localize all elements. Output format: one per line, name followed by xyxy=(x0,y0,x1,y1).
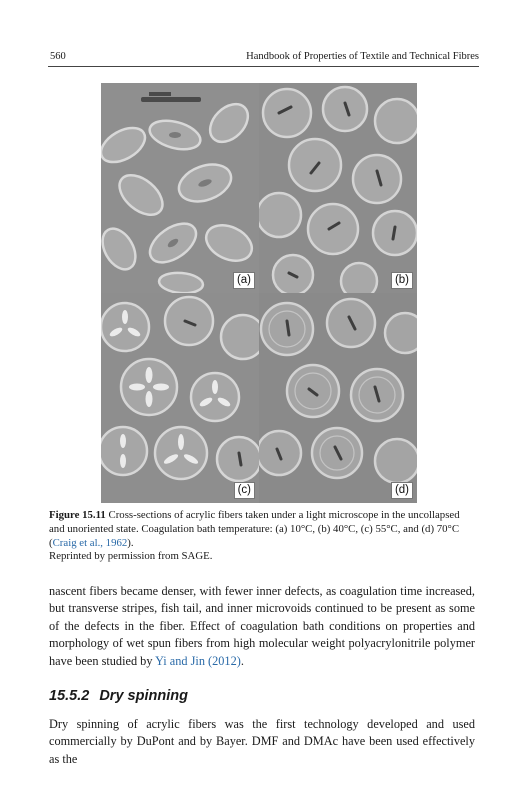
body-paragraph-1 xyxy=(49,583,475,670)
caption-cite-open: ( xyxy=(49,536,53,549)
reprint-notice: Reprinted by permission from SAGE. xyxy=(49,550,213,563)
running-title: Handbook of Properties of Textile and Technical Fibres xyxy=(246,51,479,62)
micrograph-figure xyxy=(101,83,417,503)
section-title: Dry spinning xyxy=(99,688,188,704)
paragraph1-text: nascent fibers became denser, with fewer inner defects, as coagulation time increased, but transverse stripes, fish tail, and inner microvoids continued to be present as some of the defects in the fiber. Effect of coagulation bath conditions on properties and morphology of wet spun fibers from high molecular weight polyacrylonitrile polymer have been studied by xyxy=(49,584,475,668)
section-heading xyxy=(49,688,188,704)
running-header xyxy=(48,50,479,67)
panel-a-label: (a) xyxy=(233,272,255,289)
micrograph-panel-c xyxy=(101,293,259,503)
panel-c-label: (c) xyxy=(234,482,255,499)
micrograph-panel-a xyxy=(101,83,259,293)
paragraph1-end: . xyxy=(240,653,244,668)
panel-d-label: (d) xyxy=(391,482,413,499)
paragraph2-text: Dry spinning of acrylic fibers was the first technology developed and used commercially by DuPont and by Bayer. DMF and DMAc have been used effectively as the xyxy=(49,717,475,766)
page-number: 560 xyxy=(50,51,66,62)
figure-caption xyxy=(49,509,475,564)
body-paragraph-2 xyxy=(49,716,475,768)
section-number: 15.5.2 xyxy=(49,688,90,704)
figure-label: Figure 15.11 xyxy=(49,509,106,521)
paragraph1-citation-link[interactable]: Yi and Jin (2012) xyxy=(155,653,241,668)
panel-b-label: (b) xyxy=(391,272,413,289)
micrograph-panel-b xyxy=(259,83,417,293)
micrograph-panel-d xyxy=(259,293,417,503)
caption-text: Cross-sections of acrylic fibers taken under a light microscope in the uncollapsed and unoriented state. Coagulation bath temperature: (a) 10°C, (b) 40°C, (c) 55°C, and (d) 70°C xyxy=(49,509,460,535)
caption-cite-close: ). xyxy=(127,536,134,549)
caption-citation-link[interactable]: Craig et al., 1962 xyxy=(52,536,128,549)
